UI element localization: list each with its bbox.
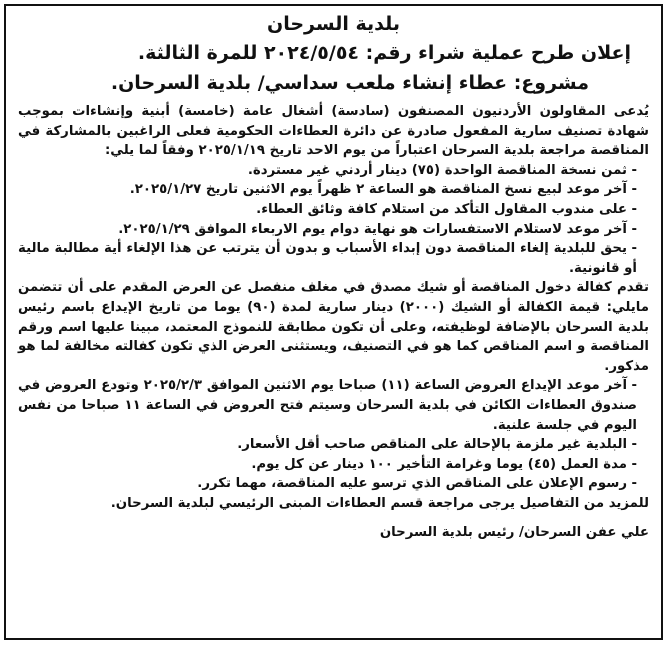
list-item: -مدة العمل (٤٥) يوما وغرامة التأخير ١٠٠ دينار عن كل يوم. (251, 456, 637, 472)
signature: علي عفن السرحان/ رئيس بلدية السرحان (379, 525, 649, 541)
project-title: مشروع: عطاء إنشاء ملعب سداسي/ بلدية السرحان. (110, 72, 589, 94)
list-item: -البلدية غير ملزمة بالإحالة على المناقص صاحب أقل الأسعار. (237, 437, 637, 453)
list-item: -آخر موعد لاستلام الاستفسارات هو نهاية دوام يوم الاربعاء الموافق ٢٠٢٥/١/٢٩. (118, 221, 637, 237)
list-item-text: آخر موعد لاستلام الاستفسارات هو نهاية دوام يوم الاربعاء الموافق ٢٠٢٥/١/٢٩. (118, 221, 627, 237)
list-item-text: مدة العمل (٤٥) يوما وغرامة التأخير ١٠٠ دينار عن كل يوم. (251, 456, 627, 472)
list-item: -رسوم الإعلان على المناقص الذي ترسو عليه المناقصة، مهما تكرر. (197, 476, 637, 492)
list-item: -آخر موعد الإيداع العروض الساعة (١١) صباحا يوم الاثنين الموافق ٢٠٢٥/٢/٣ وتودع العروض في صندوق العطاءات الكائن في بلدية السرحان وسيتم فتح العروض في الساعة ١١ صباحا من نفس اليوم في جلسة علنية. (18, 378, 638, 433)
list-item: -على مندوب المقاول التأكد من استلام كافة وثائق العطاء. (256, 201, 637, 217)
announcement-title: إعلان طرح عملية شراء رقم: ٢٠٢٤/٥/٥٤ للمرة الثالثة. (137, 42, 631, 64)
list-item-text: البلدية غير ملزمة بالإحالة على المناقص صاحب أقل الأسعار. (237, 437, 627, 453)
list-item-text: آخر موعد لبيع نسخ المناقصة هو الساعة ٢ ظهراً يوم الاثنين تاريخ ٢٠٢٥/١/٢٧. (129, 182, 627, 198)
list-item: -يحق للبلدية إلغاء المناقصة دون إبداء الأسباب و بدون أن يترتب عن هذا الإلغاء أية مطالبة مالية أو قانونية. (18, 241, 637, 276)
intro-paragraph: يُدعى المقاولون الأردنيون المصنفون (سادسة) أشغال عامة (خامسة) أبنية وإنشاءات بموجب شهادة تصنيف سارية المفعول صادرة عن دائرة العطاءات الحكومية فعلى الراغبين بالمشاركة في المناقصة مراجعة بلدية السرحان اعتباراً من يوم الاحد تاريخ ٢٠٢٥/١/١٩ وفقاً لما يلي: (18, 104, 649, 159)
tender-notice (4, 4, 663, 640)
more-info: للمزيد من التفاصيل يرجى مراجعة قسم العطاءات المبنى الرئيسي لبلدية السرحان. (110, 495, 649, 511)
municipality-title: بلدية السرحان (267, 13, 400, 35)
list-item: -آخر موعد لبيع نسخ المناقصة هو الساعة ٢ ظهراً يوم الاثنين تاريخ ٢٠٢٥/١/٢٧. (129, 182, 637, 198)
guarantee-paragraph: تقدم كفالة دخول المناقصة أو شيك مصدق في مغلف منفصل عن العرض المقدم على أن تتضمن مايلي: قيمة الكفالة أو الشيك (٢٠٠٠) دينار سارية لمدة (٩٠) يوما من تاريخ الإيداع باسم رئيس بلدية السرحان بالإضافة لوظيفته، وعلى أن تكون مطابقة للنموذج المعتمد، مبينا عليها اسم ورقم المناقصة و اسم المناقص كما هو في التصنيف، ويستثنى العرض الذي تكون كفالته مخالفة لما هو مذكور. (18, 280, 649, 374)
conditions-list (18, 161, 649, 279)
conditions-list-2 (18, 376, 649, 494)
list-item-text: يحق للبلدية إلغاء المناقصة دون إبداء الأسباب و بدون أن يترتب عن هذا الإلغاء أية مطالبة مالية أو قانونية. (18, 241, 637, 276)
list-item-text: ثمن نسخة المناقصة الواحدة (٧٥) دينار أردني غير مستردة. (247, 162, 627, 178)
list-item: -ثمن نسخة المناقصة الواحدة (٧٥) دينار أردني غير مستردة. (247, 162, 637, 178)
list-item-text: آخر موعد الإيداع العروض الساعة (١١) صباحا يوم الاثنين الموافق ٢٠٢٥/٢/٣ وتودع العروض في صندوق العطاءات الكائن في بلدية السرحان وسيتم فتح العروض في الساعة ١١ صباحا من نفس اليوم في جلسة علنية. (18, 378, 637, 433)
list-item-text: رسوم الإعلان على المناقص الذي ترسو عليه المناقصة، مهما تكرر. (197, 476, 627, 492)
list-item-text: على مندوب المقاول التأكد من استلام كافة وثائق العطاء. (256, 201, 627, 217)
